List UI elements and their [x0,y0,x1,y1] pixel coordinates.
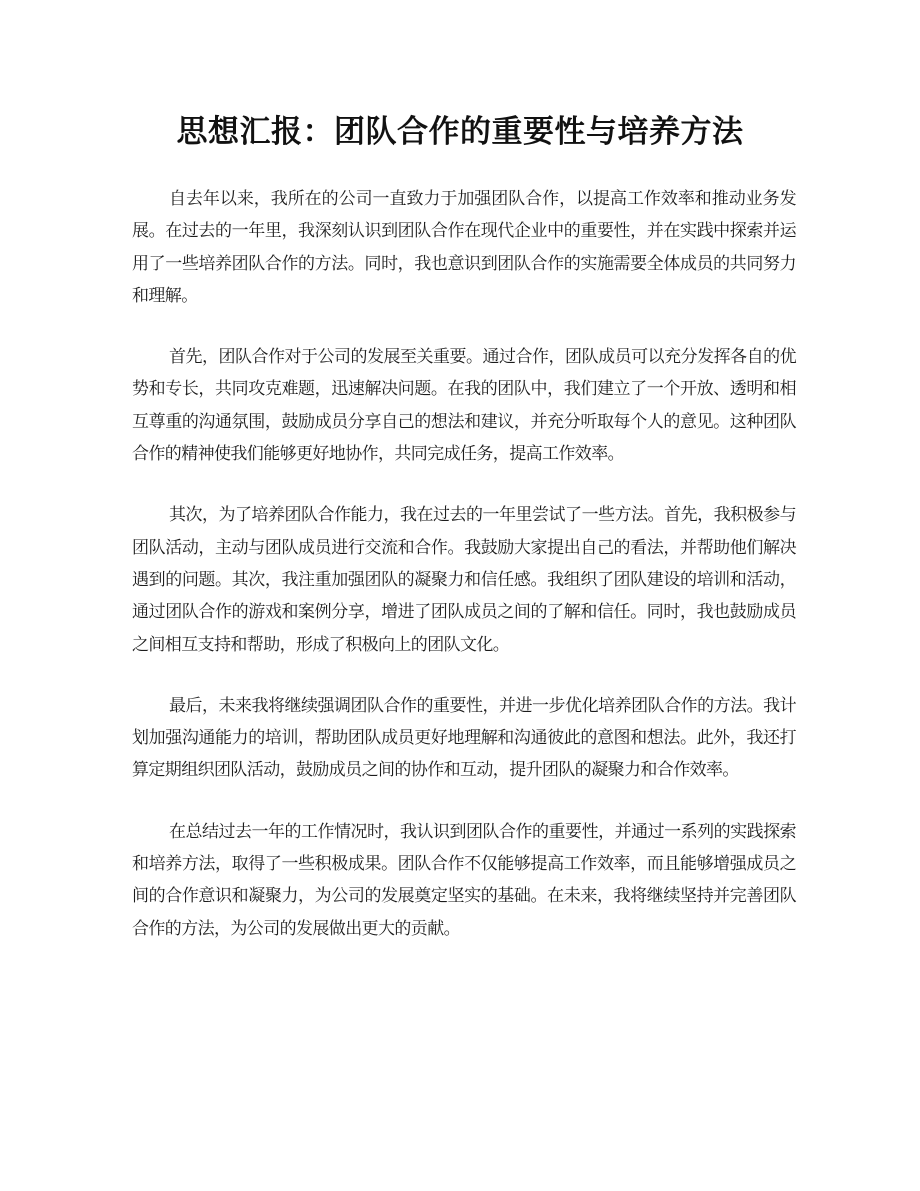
paragraph-2: 首先，团队合作对于公司的发展至关重要。通过合作，团队成员可以充分发挥各自的优势和专长，共同攻克难题，迅速解决问题。在我的团队中，我们建立了一个开放、透明和相互尊重的沟通氛围，鼓励成员分享自己的想法和建议，并充分听取每个人的意见。这种团队合作的精神使我们能够更好地协作，共同完成任务，提高工作效率。 [132,347,796,465]
document-body [132,183,796,974]
paragraph-1: 自去年以来，我所在的公司一直致力于加强团队合作，以提高工作效率和推动业务发展。在过去的一年里，我深刻认识到团队合作在现代企业中的重要性，并在实践中探索并运用了一些培养团队合作的方法。同时，我也意识到团队合作的实施需要全体成员的共同努力和理解。 [132,189,796,306]
paragraph-3: 其次，为了培养团队合作能力，我在过去的一年里尝试了一些方法。首先，我积极参与团队活动，主动与团队成员进行交流和合作。我鼓励大家提出自己的看法，并帮助他们解决遇到的问题。其次，我注重加强团队的凝聚力和信任感。我组织了团队建设的培训和活动，通过团队合作的游戏和案例分享，增进了团队成员之间的了解和信任。同时，我也鼓励成员之间相互支持和帮助，形成了积极向上的团队文化。 [132,505,796,655]
paragraph-5: 在总结过去一年的工作情况时，我认识到团队合作的重要性，并通过一系列的实践探索和培养方法，取得了一些积极成果。团队合作不仅能够提高工作效率，而且能够增强成员之间的合作意识和凝聚力，为公司的发展奠定坚实的基础。在未来，我将继续坚持并完善团队合作的方法，为公司的发展做出更大的贡献。 [132,821,796,939]
document-title: 思想汇报：团队合作的重要性与培养方法 [176,114,744,150]
paragraph-4: 最后，未来我将继续强调团队合作的重要性，并进一步优化培养团队合作的方法。我计划加强沟通能力的培训，帮助团队成员更好地理解和沟通彼此的意图和想法。此外，我还打算定期组织团队活动，鼓励成员之间的协作和互动，提升团队的凝聚力和合作效率。 [132,695,796,781]
